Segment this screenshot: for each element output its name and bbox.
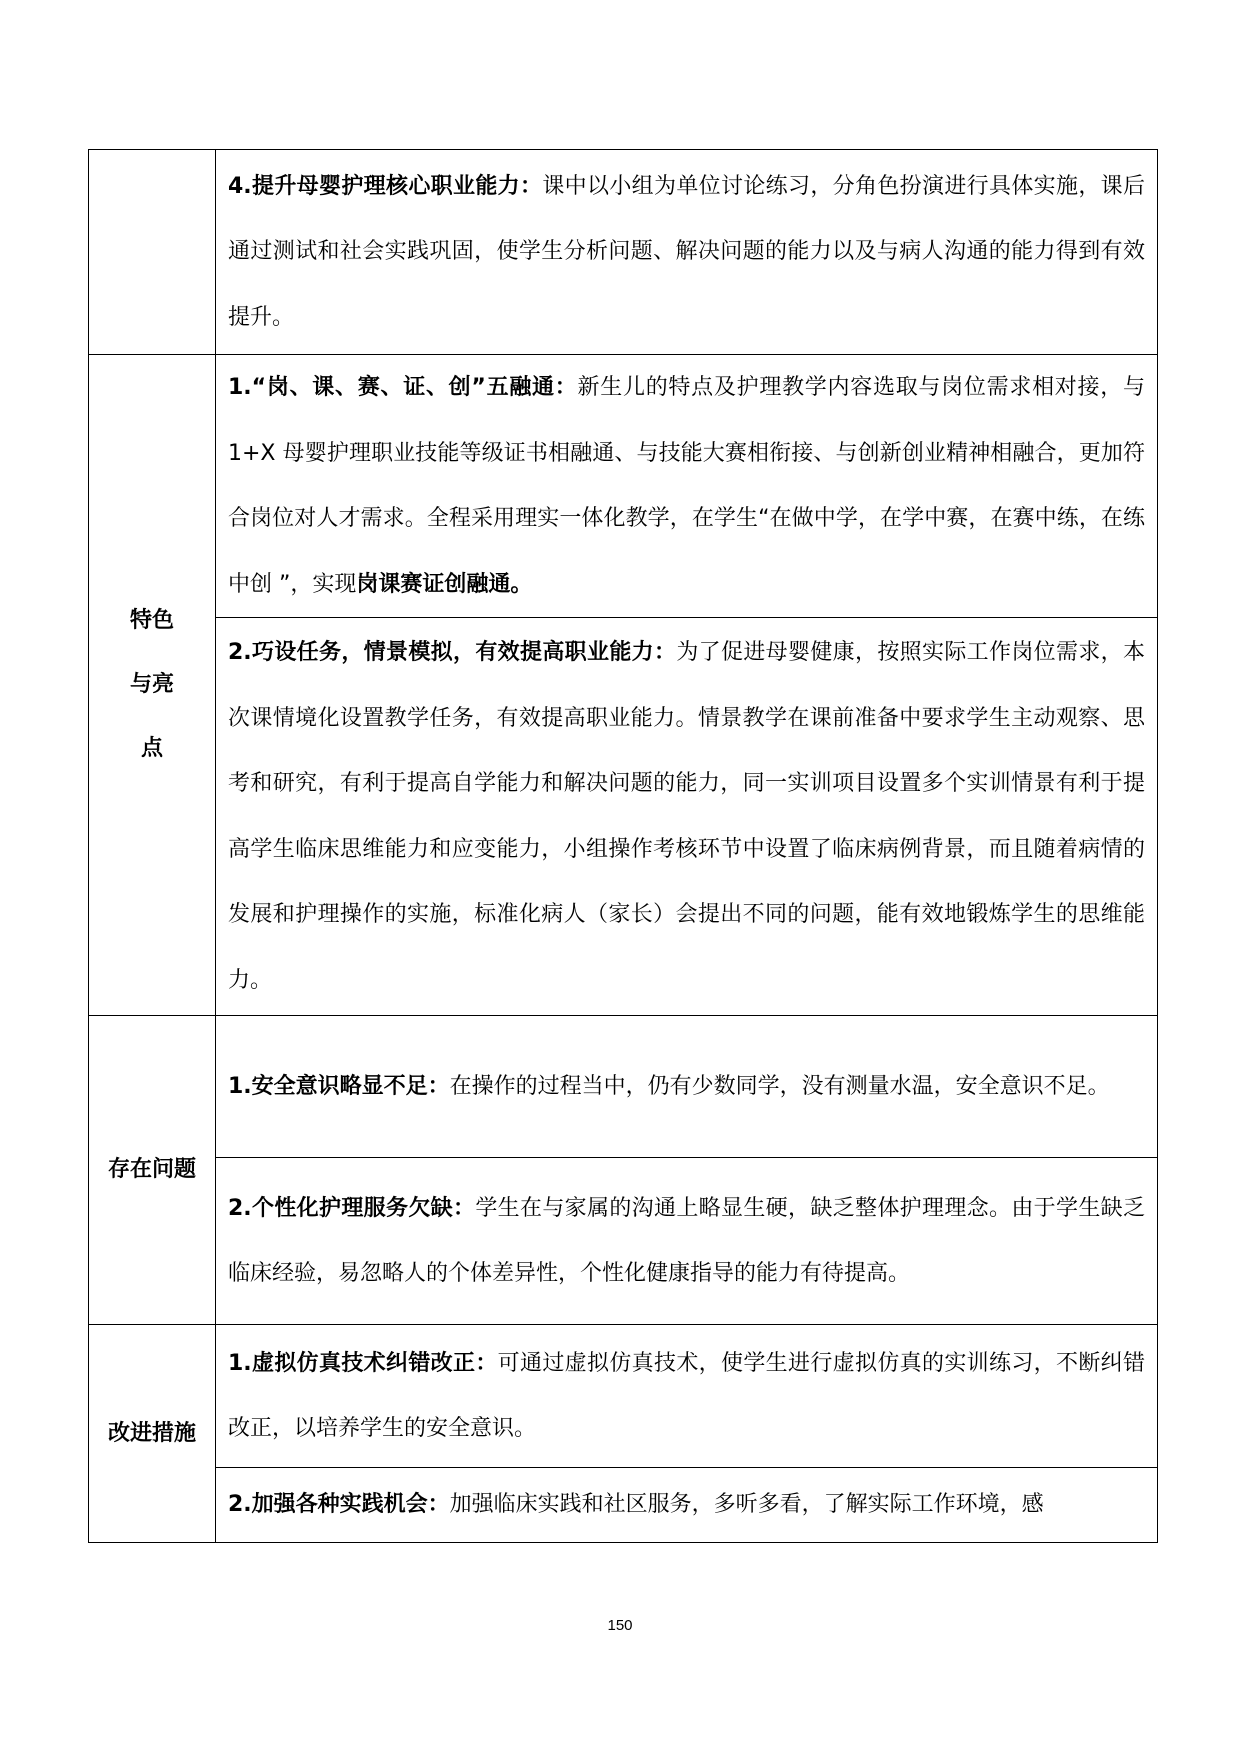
table-row <box>89 618 1158 1016</box>
content-paragraph <box>228 1176 1145 1307</box>
content-cell <box>216 618 1158 1016</box>
item-heading: 1.安全意识略显不足： <box>228 1073 450 1099</box>
row-label: 存在问题 <box>89 1016 216 1325</box>
content-paragraph <box>228 1054 1145 1120</box>
content-paragraph <box>228 620 1145 1013</box>
item-heading: 1.虚拟仿真技术纠错改正： <box>228 1350 498 1376</box>
item-body: 可通过虚拟仿真技术，使学生进行虚拟仿真的实训练习，不断纠错改正，以培养学生的安全意识。 <box>228 1350 1145 1441</box>
item-body: 学生在与家属的沟通上略显生硬，缺乏整体护理理念。由于学生缺乏临床经验，易忽略人的个体差异性，个性化健康指导的能力有待提高。 <box>228 1195 1145 1286</box>
row-label: 改进措施 <box>89 1325 216 1543</box>
content-paragraph <box>228 154 1145 351</box>
item-heading: 1.“岗、课、赛、证、创”五融通： <box>228 375 578 400</box>
content-cell <box>216 1016 1158 1158</box>
row-label-text: 特色与亮点 <box>129 608 174 761</box>
content-cell <box>216 1158 1158 1325</box>
table-row <box>89 150 1158 355</box>
row-label <box>89 150 216 355</box>
content-cell <box>216 1325 1158 1468</box>
item-body: 加强临床实践和社区服务，多听多看，了解实际工作环境，感 <box>449 1492 1044 1518</box>
table-row <box>89 1158 1158 1325</box>
item-heading: 2.巧设任务，情景模拟，有效提高职业能力： <box>228 640 677 665</box>
table-row <box>89 1016 1158 1158</box>
item-emphasis: 岗课赛证创融通。 <box>356 571 533 597</box>
content-paragraph <box>228 1331 1145 1462</box>
content-paragraph <box>228 1472 1145 1538</box>
item-body: 为了促进母婴健康，按照实际工作岗位需求，本次课情境化设置教学任务，有效提高职业能力。情景教学在课前准备中要求学生主动观察、思考和研究，有利于提高自学能力和解决问题的能力，同一实训项目设置多个实训情景有利于提高学生临床思维能力和应变能力，小组操作考核环节中设置了临床病例背景，而且随着病情的发展和护理操作的实施，标准化病人（家长）会提出不同的问题，能有效地锻炼学生的思维能力。 <box>228 640 1145 993</box>
content-cell <box>216 355 1158 618</box>
content-cell <box>216 1468 1158 1543</box>
row-label <box>89 355 216 1016</box>
item-heading: 4.提升母婴护理核心职业能力： <box>228 173 543 199</box>
table-row <box>89 1468 1158 1543</box>
item-body: 课中以小组为单位讨论练习，分角色扮演进行具体实施，课后通过测试和社会实践巩固，使学生分析问题、解决问题的能力以及与病人沟通的能力得到有效提升。 <box>228 173 1145 330</box>
table-row <box>89 1325 1158 1468</box>
table-row <box>89 355 1158 618</box>
item-heading: 2.个性化护理服务欠缺： <box>228 1195 476 1221</box>
content-cell <box>216 150 1158 355</box>
content-table <box>88 149 1158 1543</box>
item-body: 在操作的过程当中，仍有少数同学，没有测量水温，安全意识不足。 <box>449 1073 1110 1099</box>
item-body: 新生儿的特点及护理教学内容选取与岗位需求相对接，与 1+X 母婴护理职业技能等级证书相融通、与技能大赛相衔接、与创新创业精神相融合，更加符合岗位对人才需求。全程采用理实一体化教学，在学生“在做中学，在学中赛，在赛中练，在练中创 ”，实现 <box>228 375 1145 597</box>
content-paragraph <box>228 355 1145 617</box>
item-heading: 2.加强各种实践机会： <box>228 1492 450 1518</box>
page-number: 150 <box>607 1617 633 1634</box>
